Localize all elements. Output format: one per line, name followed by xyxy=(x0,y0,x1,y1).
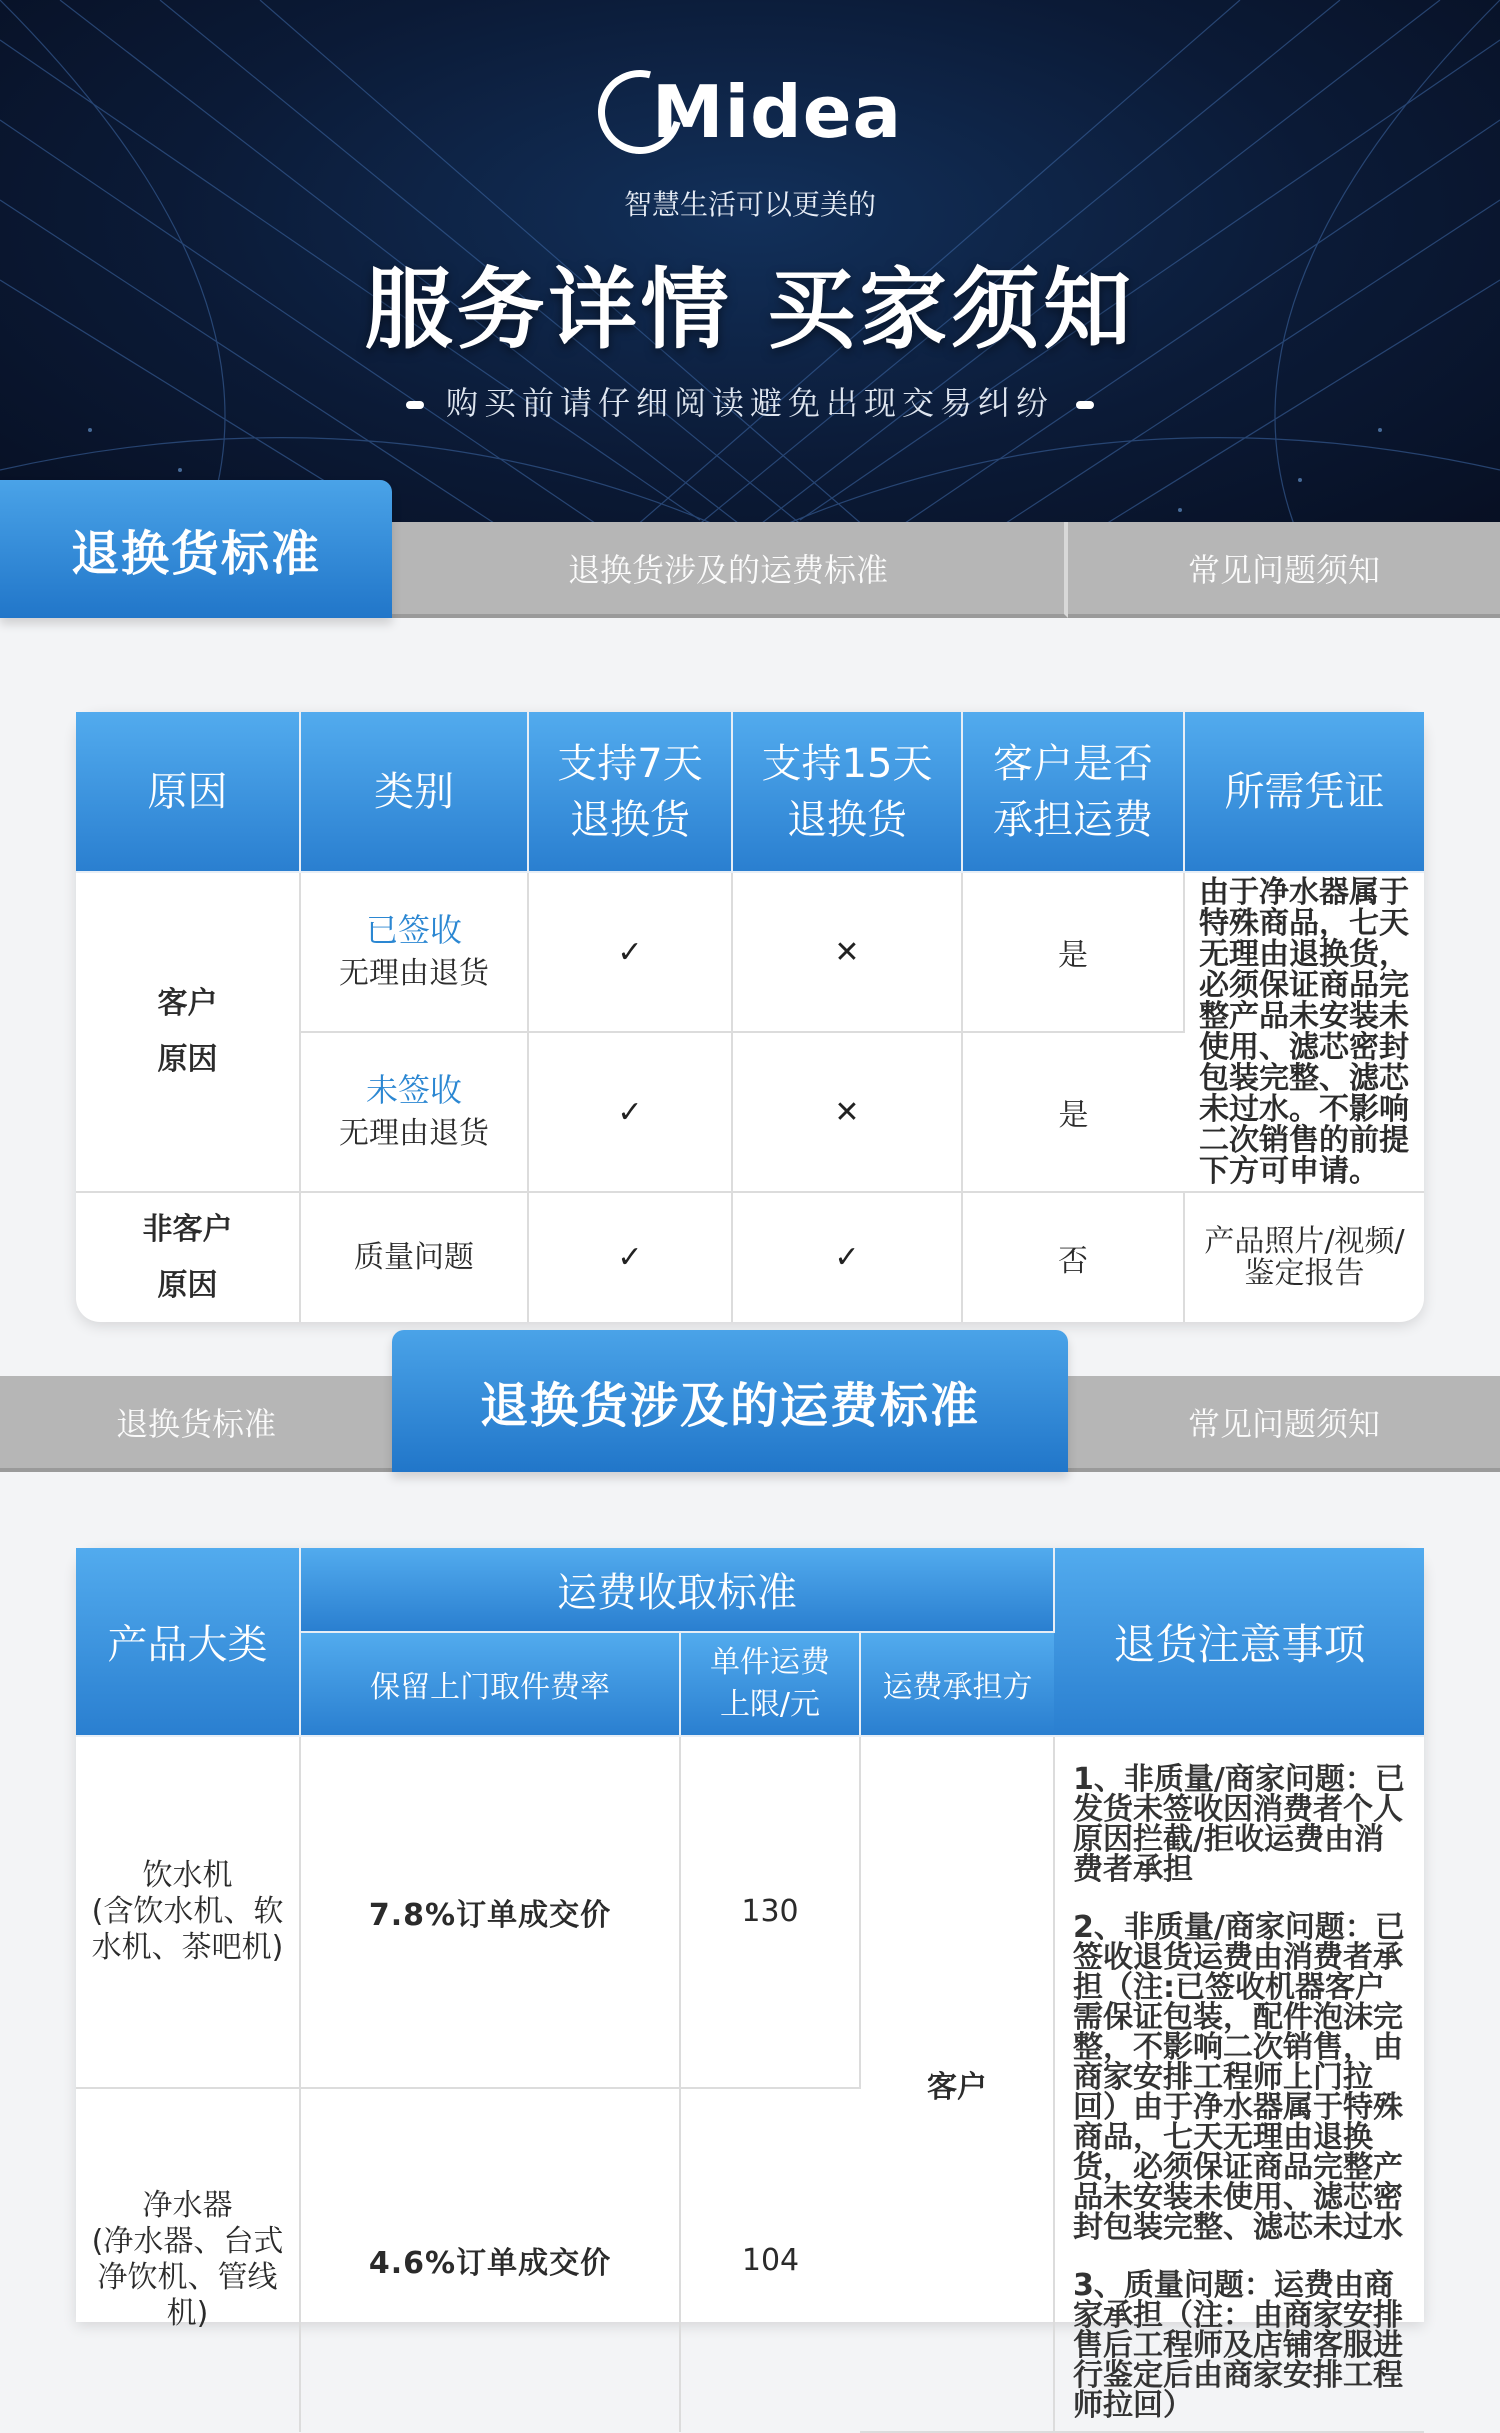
header-product-category: 产品大类 xyxy=(76,1548,300,1736)
tab-return-standard[interactable] xyxy=(0,1376,392,1472)
tab-label: 退换货标准 xyxy=(70,525,321,582)
category-desc: 无理由退货 xyxy=(339,956,489,991)
header-text: 单件运费 xyxy=(710,1645,830,1680)
cross-icon: ✕ xyxy=(732,872,962,1032)
header-shipping xyxy=(962,712,1184,872)
reason-text: 原因 xyxy=(157,1267,218,1303)
reason-text: 客户 xyxy=(157,986,218,1021)
product-sub: (净水器、台式 xyxy=(91,2224,284,2260)
header-text: 上限/元 xyxy=(719,1687,821,1722)
dash-left-icon xyxy=(406,401,424,409)
header-reason: 原因 xyxy=(76,712,300,872)
note-item: 2、非质量/商家问题：已签收退货运费由消费者承担（注:已签收机器客户需保证包装，配件泡沫完整，不影响二次销售，由商家安排工程师上门拉回）由于净水器属于特殊商品，七天无理由退换货，必须保证商品完整产品未安装未使用、滤芯密封包装完整、滤芯未过水 xyxy=(1073,1910,1405,2245)
limit-cell: 130 xyxy=(680,1736,860,2088)
tab-label: 退换货涉及的运费标准 xyxy=(567,551,888,589)
tab-freight-standard-active[interactable] xyxy=(392,1330,1068,1472)
header-limit xyxy=(680,1632,860,1736)
check-icon: ✓ xyxy=(528,1192,732,1322)
note-item: 3、质量问题：运费由商家承担（注：由商家安排售后工程师及店铺客服进行鉴定后由商家安排工程师拉回） xyxy=(1073,2268,1404,2423)
page-subtitle xyxy=(0,378,1500,424)
category-cell xyxy=(300,1032,528,1192)
category-cell xyxy=(300,872,528,1032)
tab-return-standard-active[interactable] xyxy=(0,480,392,618)
product-sub: 机) xyxy=(166,2296,209,2332)
product-name: 净水器 xyxy=(142,2188,233,2224)
header-text: 承担运费 xyxy=(993,796,1153,843)
dash-right-icon xyxy=(1076,401,1094,409)
header-text: 支持7天 xyxy=(557,740,703,787)
tab-label: 退换货涉及的运费标准 xyxy=(479,1377,980,1434)
rate-cell: 7.8%订单成交价 xyxy=(300,1736,680,2088)
freight-table xyxy=(76,1548,1424,2423)
return-policy-table xyxy=(76,712,1424,1322)
shipping-cell: 否 xyxy=(962,1192,1184,1322)
header-15-day xyxy=(732,712,962,872)
page-title: 服务详情 买家须知 xyxy=(364,258,1136,361)
tab-label: 退换货标准 xyxy=(115,1405,276,1443)
product-category xyxy=(76,2088,300,2432)
midea-logo xyxy=(0,70,1500,154)
tab-faq[interactable] xyxy=(1068,1376,1500,1472)
product-sub: 净饮机、管线 xyxy=(97,2260,278,2296)
category-quality: 质量问题 xyxy=(300,1192,528,1322)
limit-cell: 104 xyxy=(741,2242,800,2278)
check-icon: ✓ xyxy=(528,872,732,1032)
tab-label: 常见问题须知 xyxy=(1187,551,1380,589)
tab-bar-top xyxy=(0,480,1500,630)
tab-bar-middle xyxy=(0,1330,1500,1470)
header-7-day xyxy=(528,712,732,872)
category-status: 未签收 xyxy=(365,1071,462,1109)
category-status: 已签收 xyxy=(365,911,462,949)
table-row xyxy=(76,872,1424,1032)
product-name: 饮水机 xyxy=(142,1857,233,1893)
proof-text: 鉴定报告 xyxy=(1244,1255,1365,1291)
product-sub: 水机、茶吧机) xyxy=(91,1929,284,1965)
shipping-cell: 是 xyxy=(962,1032,1184,1192)
note-item: 1、非质量/商家问题：已发货未签收因消费者个人原因拦截/拒收运费由消费者承担 xyxy=(1073,1762,1405,1887)
header-text: 退换货 xyxy=(570,796,690,843)
product-sub: (含饮水机、软 xyxy=(91,1893,284,1929)
check-icon: ✓ xyxy=(528,1032,732,1192)
header-text: 退换货 xyxy=(787,796,907,843)
hero-banner xyxy=(0,0,1500,540)
return-notes xyxy=(1054,1736,1424,2432)
reason-text: 原因 xyxy=(157,1042,218,1077)
header-return-notes: 退货注意事项 xyxy=(1054,1548,1424,1736)
proof-customer: 由于净水器属于特殊商品，七天无理由退换货，必须保证商品完整产品未安装未使用、滤芯密封包装完整、滤芯未过水。不影响二次销售的前提下方可申请。 xyxy=(1184,872,1424,1192)
rate-cell: 4.6%订单成交价 xyxy=(300,2088,680,2432)
header-category: 类别 xyxy=(300,712,528,872)
cross-icon: ✕ xyxy=(732,1032,962,1192)
proof-quality xyxy=(1184,1192,1424,1322)
reason-non-customer xyxy=(76,1192,300,1322)
brand-name: Midea xyxy=(651,70,903,154)
reason-text: 非客户 xyxy=(142,1211,233,1247)
check-icon: ✓ xyxy=(732,1192,962,1322)
header-payer: 运费承担方 xyxy=(860,1632,1054,1736)
tab-faq[interactable] xyxy=(1068,522,1500,618)
header-text: 支持15天 xyxy=(761,740,933,787)
shipping-cell: 是 xyxy=(962,872,1184,1032)
brand-slogan: 智慧生活可以更美的 xyxy=(623,188,876,221)
page-subtitle-text: 购买前请仔细阅读避免出现交易纠纷 xyxy=(445,384,1054,422)
proof-text: 产品照片/视频/ xyxy=(1204,1223,1405,1259)
payer-cell: 客户 xyxy=(860,1736,1054,2432)
table-row xyxy=(76,1192,1424,1322)
product-category xyxy=(76,1736,300,2088)
header-text: 客户是否 xyxy=(993,740,1153,787)
reason-customer xyxy=(76,872,300,1192)
header-rate: 保留上门取件费率 xyxy=(300,1632,680,1736)
table-row xyxy=(76,1736,1424,2088)
category-desc: 无理由退货 xyxy=(339,1116,489,1151)
header-freight-group: 运费收取标准 xyxy=(300,1548,1054,1632)
tab-freight-standard[interactable] xyxy=(392,522,1068,618)
tab-label: 常见问题须知 xyxy=(1187,1405,1380,1443)
header-proof: 所需凭证 xyxy=(1184,712,1424,872)
